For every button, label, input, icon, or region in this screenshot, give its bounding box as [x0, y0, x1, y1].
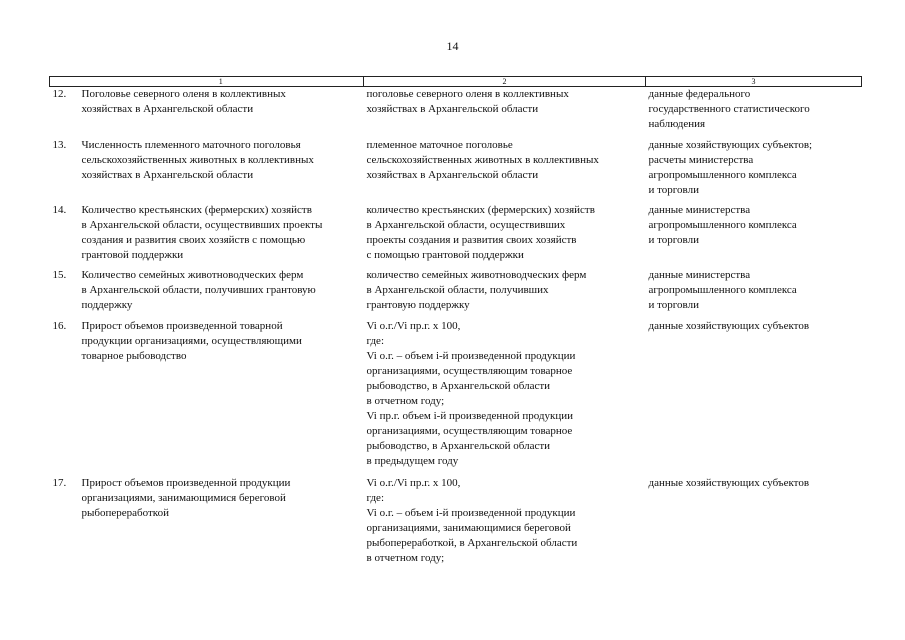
row-number: 17.	[52, 477, 67, 489]
table-header-row	[50, 77, 862, 87]
indicator-cell: Количество семейных животноводческих ферм в Архангельской области, получивших грантовую поддержку	[81, 269, 316, 311]
page-number: 14	[446, 39, 459, 53]
source-cell: данные министерства агропромышленного комплекса и торговли	[648, 204, 797, 246]
row-number: 12.	[52, 88, 67, 100]
table-row	[50, 138, 862, 203]
header-cell-3: 3	[646, 77, 862, 87]
indicator-cell: Поголовье северного оленя в коллективных хозяйствах в Архангельской области	[81, 88, 286, 115]
header-cell-num	[50, 77, 79, 87]
row-number: 14.	[52, 204, 67, 216]
method-cell: количество семейных животноводческих ферм в Архангельской области, получивших грантовую поддержку	[366, 269, 587, 311]
indicator-cell: Численность племенного маточного поголовья сельскохозяйственных животных в коллективных хозяйствах в Архангельской области	[81, 139, 314, 181]
source-cell: данные федерального государственного статистического наблюдения	[648, 88, 810, 130]
table-row	[50, 87, 862, 139]
method-cell: поголовье северного оленя в коллективных хозяйствах в Архангельской области	[366, 88, 569, 115]
row-number: 16.	[52, 320, 67, 332]
header-cell-1: 1	[79, 77, 364, 87]
table-row	[50, 319, 862, 476]
method-cell: Vi о.г./Vi пр.г. x 100, где: Vi о.г. – объем i-й произведенной продукции организациями, осуществляющим товарное рыбоводство, в Архангельской области в отчетном году; Vi пр.г. объем i-й произведенной продукции организациями, осуществляющим товарное рыбоводство, в Архангельской области в предыдущем году	[366, 320, 576, 467]
header-cell-2: 2	[364, 77, 646, 87]
indicators-table	[49, 76, 862, 571]
method-cell: Vi о.г./Vi пр.г. x 100, где: Vi о.г. – объем i-й произведенной продукции организациями, занимающимися береговой рыбопереработкой, в Архангельской области в отчетном году;	[366, 477, 578, 564]
table-row	[50, 268, 862, 319]
table-row	[50, 203, 862, 268]
indicator-cell: Прирост объемов произведенной продукции организациями, занимающимися береговой рыбопереработкой	[81, 477, 291, 519]
source-cell: данные министерства агропромышленного комплекса и торговли	[648, 269, 797, 311]
row-number: 13.	[52, 139, 67, 151]
method-cell: племенное маточное поголовье сельскохозяйственных животных в коллективных хозяйствах в Архангельской области	[366, 139, 599, 181]
source-cell: данные хозяйствующих субъектов	[648, 320, 810, 332]
row-number: 15.	[52, 269, 67, 281]
indicator-cell: Количество крестьянских (фермерских) хозяйств в Архангельской области, осуществивших проекты создания и развития своих хозяйств с помощью грантовой поддержки	[81, 204, 323, 261]
indicator-cell: Прирост объемов произведенной товарной продукции организациями, осуществляющими товарное рыбоводство	[81, 320, 302, 362]
source-cell: данные хозяйствующих субъектов	[648, 477, 810, 489]
table-row	[50, 476, 862, 571]
source-cell: данные хозяйствующих субъектов; расчеты министерства агропромышленного комплекса и торговли	[648, 139, 813, 196]
method-cell: количество крестьянских (фермерских) хозяйств в Архангельской области, осуществивших проекты создания и развития своих хозяйств с помощью грантовой поддержки	[366, 204, 595, 261]
